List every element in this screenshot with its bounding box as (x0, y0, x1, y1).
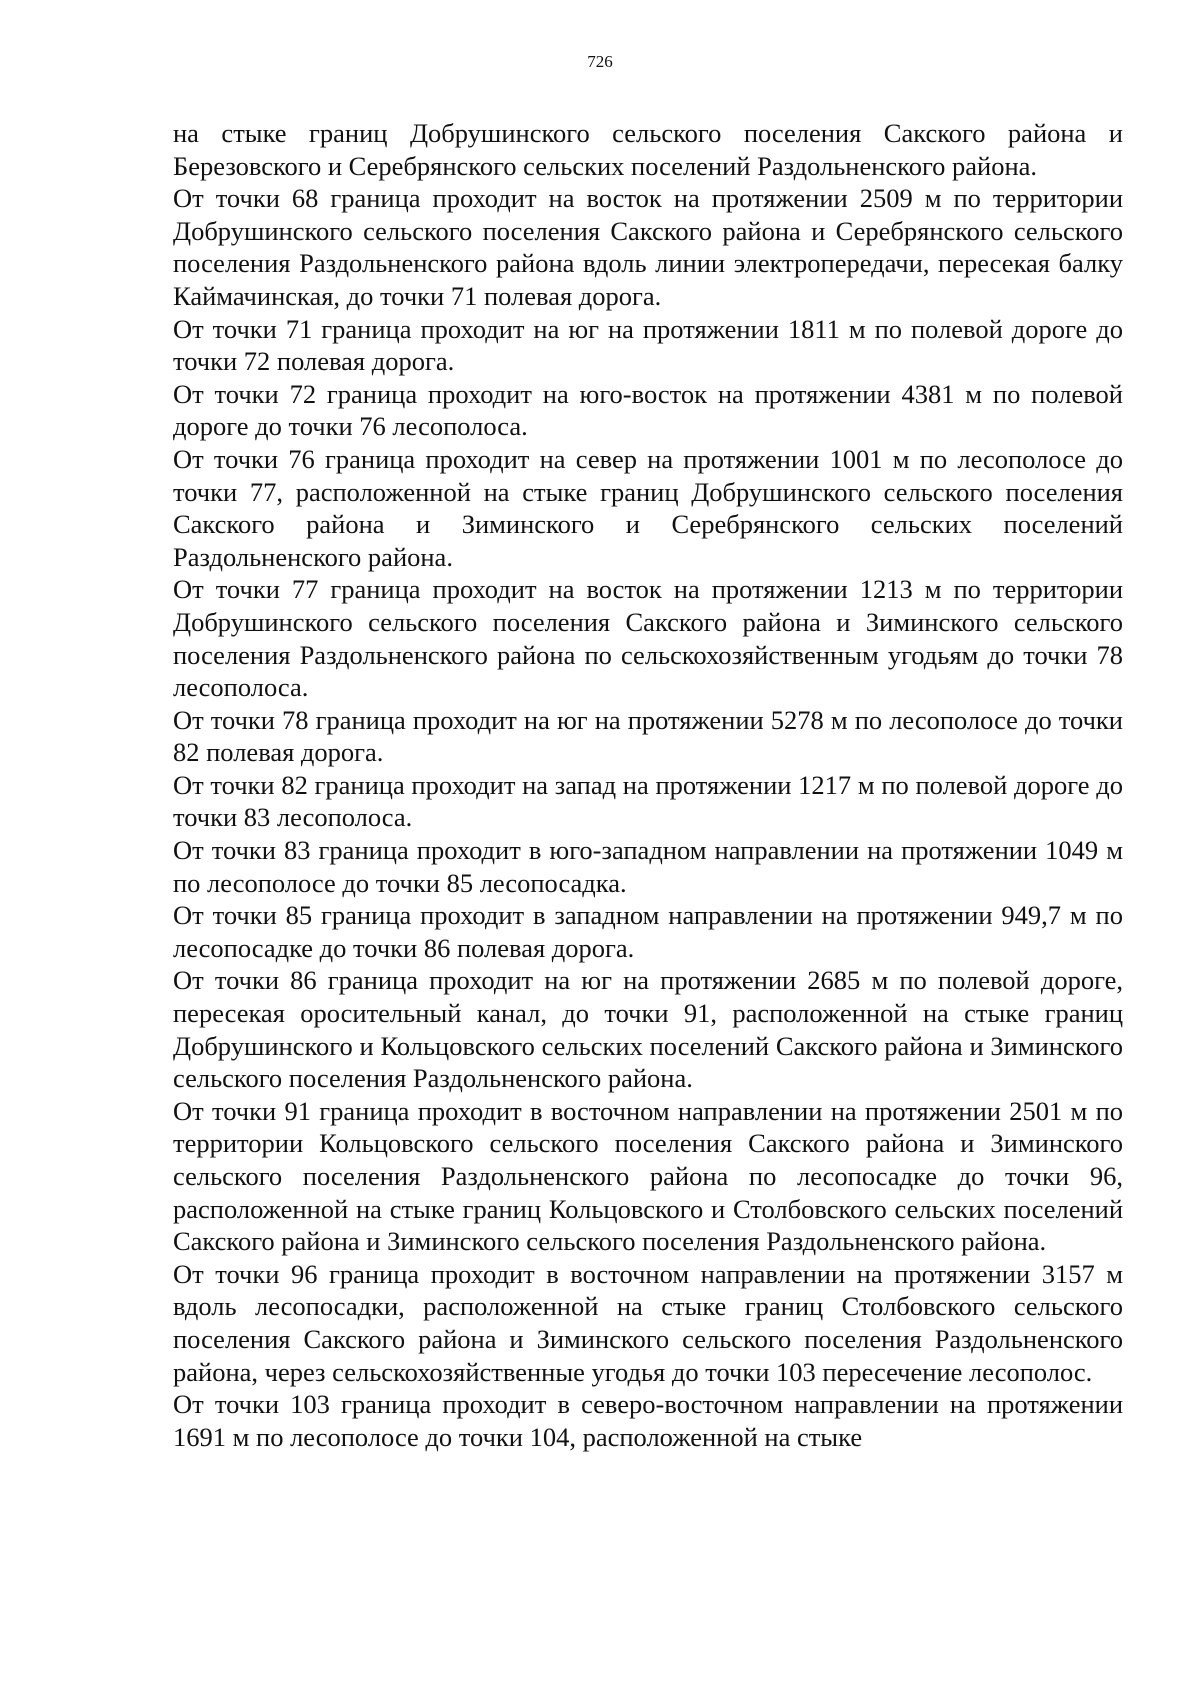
paragraph: От точки 86 граница проходит на юг на протяжении 2685 м по полевой дороге, пересекая оросительный канал, до точки 91, расположенной на стыке границ Добрушинского и Кольцовского сельских поселений Сакского района и Зиминского сельского поселения Раздольненского района. (173, 965, 1123, 1094)
paragraph: От точки 96 граница проходит в восточном направлении на протяжении 3157 м вдоль лесопосадки, расположенной на стыке границ Столбовского сельского поселения Сакского района и Зиминского сельского поселения Раздольненского района, через сельскохозяйственные угодья до точки 103 пересечение лесополос. (173, 1258, 1123, 1387)
paragraph: От точки 72 граница проходит на юго-восток на протяжении 4381 м по полевой дороге до точки 76 лесополоса. (173, 378, 1123, 442)
paragraph: От точки 103 граница проходит в северо-восточном направлении на протяжении 1691 м по лесополосе до точки 104, расположенной на стыке (173, 1389, 1123, 1452)
document-body (173, 117, 1123, 1453)
paragraph: От точки 82 граница проходит на запад на протяжении 1217 м по полевой дороге до точки 83 лесополоса. (173, 769, 1123, 833)
paragraph: От точки 78 граница проходит на юг на протяжении 5278 м по лесополосе до точки 82 полевая дорога. (173, 704, 1123, 768)
paragraph: От точки 76 граница проходит на север на протяжении 1001 м по лесополосе до точки 77, расположенной на стыке границ Добрушинского сельского поселения Сакского района и Зиминского и Серебрянского сельских поселений Раздольненского района. (173, 443, 1123, 572)
paragraph: От точки 77 граница проходит на восток на протяжении 1213 м по территории Добрушинского сельского поселения Сакского района и Зиминского сельского поселения Раздольненского района по сельскохозяйственным угодьям до точки 78 лесополоса. (173, 574, 1123, 703)
paragraph: От точки 91 граница проходит в восточном направлении на протяжении 2501 м по территории Кольцовского сельского поселения Сакского района и Зиминского сельского поселения Раздольненского района по лесопосадке до точки 96, расположенной на стыке границ Кольцовского и Столбовского сельских поселений Сакского района и Зиминского сельского поселения Раздольненского района. (173, 1095, 1123, 1257)
paragraph: От точки 68 граница проходит на восток на протяжении 2509 м по территории Добрушинского сельского поселения Сакского района и Серебрянского сельского поселения Раздольненского района вдоль линии электропередачи, пересекая балку Каймачинская, до точки 71 полевая дорога. (173, 183, 1123, 311)
paragraph: От точки 83 граница проходит в юго-западном направлении на протяжении 1049 м по лесополосе до точки 85 лесопосадка. (173, 835, 1123, 898)
paragraph: От точки 71 граница проходит на юг на протяжении 1811 м по полевой дороге до точки 72 полевая дорога. (173, 313, 1123, 377)
paragraph: на стыке границ Добрушинского сельского поселения Сакского района и Березовского и Серебрянского сельских поселений Раздольненского района. (173, 118, 1123, 181)
paragraph: От точки 85 граница проходит в западном направлении на протяжении 949,7 м по лесопосадке до точки 86 полевая дорога. (173, 900, 1123, 963)
page-number: 726 (587, 52, 613, 71)
